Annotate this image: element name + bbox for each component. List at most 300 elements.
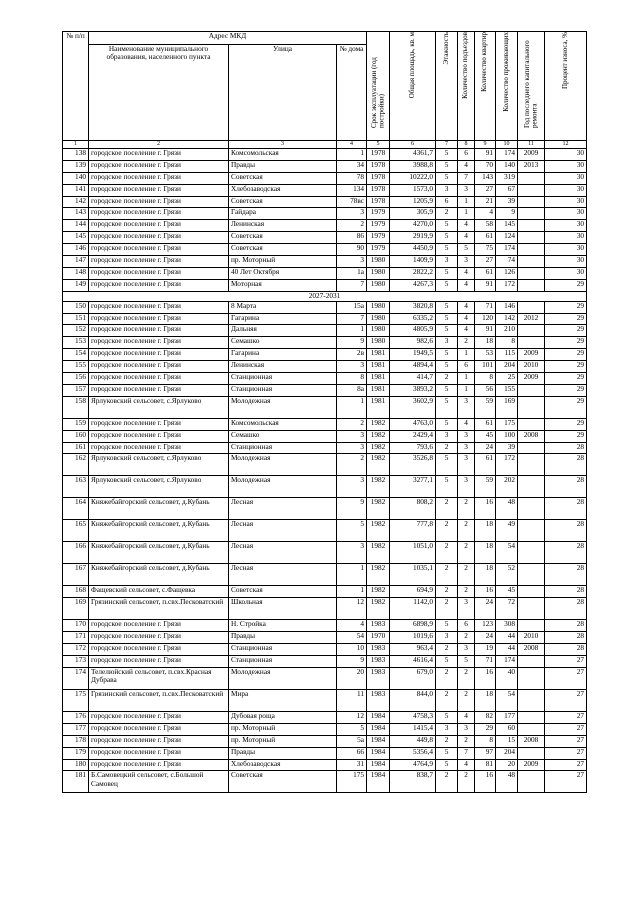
row-number: 160 bbox=[63, 430, 89, 442]
column-number: 12 bbox=[545, 141, 587, 149]
wear-cell: 28 bbox=[545, 542, 587, 564]
municipality-cell: городское поселение г. Грязи bbox=[89, 313, 229, 325]
housing-register-table bbox=[62, 31, 587, 793]
house-number-cell: 3 bbox=[337, 361, 367, 373]
floors-cell: 5 bbox=[436, 244, 458, 256]
house-number-cell: 78 bbox=[337, 172, 367, 184]
house-number-cell: 3 bbox=[337, 476, 367, 498]
street-cell: Станционная bbox=[229, 373, 337, 385]
street-cell: Ленинская bbox=[229, 361, 337, 373]
residents-cell: 54 bbox=[496, 689, 518, 711]
year-cell: 1983 bbox=[367, 644, 390, 656]
house-number-cell: 8 bbox=[337, 373, 367, 385]
row-number: 181 bbox=[63, 771, 89, 793]
table-row bbox=[63, 396, 587, 418]
table-row bbox=[63, 598, 587, 620]
last-repair-cell: 2009 bbox=[518, 759, 545, 771]
table-row bbox=[63, 735, 587, 747]
row-number: 154 bbox=[63, 349, 89, 361]
flats-cell: 27 bbox=[475, 256, 496, 268]
municipality-cell: городское поселение г. Грязи bbox=[89, 172, 229, 184]
row-number: 146 bbox=[63, 244, 89, 256]
year-cell: 1979 bbox=[367, 244, 390, 256]
floors-cell: 5 bbox=[436, 301, 458, 313]
floors-cell: 5 bbox=[436, 454, 458, 476]
flats-cell: 29 bbox=[475, 723, 496, 735]
column-number: 10 bbox=[496, 141, 518, 149]
row-number: 157 bbox=[63, 384, 89, 396]
house-number-cell: 34 bbox=[337, 160, 367, 172]
area-cell: 1051,0 bbox=[390, 542, 436, 564]
street-cell: Гагарина bbox=[229, 349, 337, 361]
flats-cell: 70 bbox=[475, 160, 496, 172]
street-cell: Молодежная bbox=[229, 396, 337, 418]
row-number: 155 bbox=[63, 361, 89, 373]
table-row bbox=[63, 279, 587, 291]
year-cell: 1982 bbox=[367, 498, 390, 520]
year-cell: 1984 bbox=[367, 711, 390, 723]
house-number-cell: 20 bbox=[337, 667, 367, 689]
flats-cell: 24 bbox=[475, 598, 496, 620]
year-cell: 1980 bbox=[367, 313, 390, 325]
residents-cell: 146 bbox=[496, 301, 518, 313]
row-number: 143 bbox=[63, 208, 89, 220]
municipality-cell: Фащевский сельсовет, с.Фащевка bbox=[89, 586, 229, 598]
flats-cell: 18 bbox=[475, 542, 496, 564]
flats-cell: 59 bbox=[475, 396, 496, 418]
area-cell: 4267,3 bbox=[390, 279, 436, 291]
house-number-cell: 7 bbox=[337, 279, 367, 291]
house-number-cell: 2 bbox=[337, 454, 367, 476]
entrances-cell: 3 bbox=[458, 396, 475, 418]
wear-cell: 30 bbox=[545, 149, 587, 161]
wear-cell: 30 bbox=[545, 160, 587, 172]
entrances-cell: 7 bbox=[458, 172, 475, 184]
row-number: 165 bbox=[63, 520, 89, 542]
floors-cell: 2 bbox=[436, 667, 458, 689]
entrances-cell: 3 bbox=[458, 442, 475, 454]
municipality-cell: городское поселение г. Грязи bbox=[89, 442, 229, 454]
flats-cell: 24 bbox=[475, 632, 496, 644]
street-cell: Семашко bbox=[229, 430, 337, 442]
house-number-cell: 3 bbox=[337, 208, 367, 220]
flats-cell: 59 bbox=[475, 476, 496, 498]
row-number: 148 bbox=[63, 267, 89, 279]
row-number: 168 bbox=[63, 586, 89, 598]
area-cell: 793,6 bbox=[390, 442, 436, 454]
area-cell: 3893,2 bbox=[390, 384, 436, 396]
floors-cell: 2 bbox=[436, 644, 458, 656]
register-sheet bbox=[62, 31, 586, 793]
street-cell: Станционная bbox=[229, 656, 337, 668]
floors-cell: 5 bbox=[436, 149, 458, 161]
year-cell: 1983 bbox=[367, 667, 390, 689]
floors-cell: 6 bbox=[436, 196, 458, 208]
municipality-cell: городское поселение г. Грязи bbox=[89, 208, 229, 220]
street-cell: Лесная bbox=[229, 520, 337, 542]
area-cell: 5356,4 bbox=[390, 747, 436, 759]
column-number: 11 bbox=[518, 141, 545, 149]
street-cell: Лесная bbox=[229, 564, 337, 586]
municipality-cell: Б.Самовецкий сельсовет, с.Большой Самовец bbox=[89, 771, 229, 793]
area-cell: 3820,8 bbox=[390, 301, 436, 313]
row-number: 174 bbox=[63, 667, 89, 689]
house-number-cell: 9 bbox=[337, 337, 367, 349]
row-number: 150 bbox=[63, 301, 89, 313]
floors-cell: 5 bbox=[436, 747, 458, 759]
table-row bbox=[63, 586, 587, 598]
entrances-cell: 3 bbox=[458, 430, 475, 442]
row-number: 173 bbox=[63, 656, 89, 668]
last-repair-cell bbox=[518, 384, 545, 396]
municipality-cell: городское поселение г. Грязи bbox=[89, 232, 229, 244]
floors-cell: 2 bbox=[436, 498, 458, 520]
row-number: 139 bbox=[63, 160, 89, 172]
year-cell: 1979 bbox=[367, 220, 390, 232]
row-number: 138 bbox=[63, 149, 89, 161]
floors-cell: 5 bbox=[436, 325, 458, 337]
row-number: 161 bbox=[63, 442, 89, 454]
entrances-cell: 6 bbox=[458, 620, 475, 632]
municipality-cell: городское поселение г. Грязи bbox=[89, 644, 229, 656]
table-row bbox=[63, 430, 587, 442]
last-repair-cell bbox=[518, 689, 545, 711]
municipality-cell: городское поселение г. Грязи bbox=[89, 656, 229, 668]
last-repair-cell: 2010 bbox=[518, 361, 545, 373]
table-row bbox=[63, 172, 587, 184]
header-entrances: Количество подъездов bbox=[458, 32, 475, 141]
house-number-cell: 31 bbox=[337, 759, 367, 771]
wear-cell: 29 bbox=[545, 313, 587, 325]
area-cell: 777,8 bbox=[390, 520, 436, 542]
flats-cell: 71 bbox=[475, 656, 496, 668]
house-number-cell: 1 bbox=[337, 564, 367, 586]
header-address-group: Адрес МКД bbox=[89, 32, 367, 45]
floors-cell: 2 bbox=[436, 520, 458, 542]
residents-cell: 204 bbox=[496, 747, 518, 759]
table-row bbox=[63, 542, 587, 564]
flats-cell: 21 bbox=[475, 196, 496, 208]
row-number: 163 bbox=[63, 476, 89, 498]
flats-cell: 91 bbox=[475, 325, 496, 337]
row-number: 142 bbox=[63, 196, 89, 208]
table-row bbox=[63, 418, 587, 430]
row-number: 147 bbox=[63, 256, 89, 268]
floors-cell: 2 bbox=[436, 598, 458, 620]
residents-cell: 15 bbox=[496, 735, 518, 747]
wear-cell: 28 bbox=[545, 586, 587, 598]
period-label: 2027-2031 bbox=[63, 291, 587, 301]
municipality-cell: Ярлуковский сельсовет, с.Ярлуково bbox=[89, 454, 229, 476]
entrances-cell: 3 bbox=[458, 476, 475, 498]
area-cell: 1205,9 bbox=[390, 196, 436, 208]
floors-cell: 5 bbox=[436, 711, 458, 723]
flats-cell: 45 bbox=[475, 430, 496, 442]
year-cell: 1980 bbox=[367, 337, 390, 349]
entrances-cell: 7 bbox=[458, 747, 475, 759]
residents-cell: 25 bbox=[496, 373, 518, 385]
municipality-cell: городское поселение г. Грязи bbox=[89, 256, 229, 268]
entrances-cell: 2 bbox=[458, 735, 475, 747]
street-cell: Моторная bbox=[229, 279, 337, 291]
last-repair-cell bbox=[518, 586, 545, 598]
house-number-cell: 1 bbox=[337, 586, 367, 598]
header-row-1 bbox=[63, 32, 587, 45]
municipality-cell: городское поселение г. Грязи bbox=[89, 184, 229, 196]
street-cell: Гайдара bbox=[229, 208, 337, 220]
municipality-cell: Телелюйский сельсовет, п.свх.Красная Дубрава bbox=[89, 667, 229, 689]
residents-cell: 124 bbox=[496, 232, 518, 244]
row-number: 151 bbox=[63, 313, 89, 325]
area-cell: 2429,4 bbox=[390, 430, 436, 442]
flats-cell: 82 bbox=[475, 711, 496, 723]
residents-cell: 174 bbox=[496, 149, 518, 161]
entrances-cell: 5 bbox=[458, 656, 475, 668]
flats-cell: 16 bbox=[475, 586, 496, 598]
residents-cell: 115 bbox=[496, 349, 518, 361]
wear-cell: 28 bbox=[545, 476, 587, 498]
residents-cell: 142 bbox=[496, 313, 518, 325]
table-row bbox=[63, 520, 587, 542]
area-cell: 4758,3 bbox=[390, 711, 436, 723]
wear-cell: 30 bbox=[545, 184, 587, 196]
table-row bbox=[63, 325, 587, 337]
floors-cell: 5 bbox=[436, 418, 458, 430]
last-repair-cell: 2010 bbox=[518, 632, 545, 644]
header-street: Улица bbox=[229, 45, 337, 141]
area-cell: 1415,4 bbox=[390, 723, 436, 735]
wear-cell: 27 bbox=[545, 667, 587, 689]
entrances-cell: 1 bbox=[458, 373, 475, 385]
table-row bbox=[63, 256, 587, 268]
floors-cell: 5 bbox=[436, 232, 458, 244]
residents-cell: 44 bbox=[496, 644, 518, 656]
house-number-cell: 12 bbox=[337, 598, 367, 620]
street-cell: Правды bbox=[229, 160, 337, 172]
municipality-cell: городское поселение г. Грязи bbox=[89, 384, 229, 396]
flats-cell: 75 bbox=[475, 244, 496, 256]
year-cell: 1984 bbox=[367, 759, 390, 771]
municipality-cell: Грязинский сельсовет, п.свх.Песковатский bbox=[89, 598, 229, 620]
floors-cell: 3 bbox=[436, 430, 458, 442]
year-cell: 1982 bbox=[367, 454, 390, 476]
residents-cell: 20 bbox=[496, 759, 518, 771]
house-number-cell: 9 bbox=[337, 656, 367, 668]
wear-cell: 30 bbox=[545, 220, 587, 232]
table-row bbox=[63, 349, 587, 361]
area-cell: 4616,4 bbox=[390, 656, 436, 668]
street-cell: Советская bbox=[229, 771, 337, 793]
floors-cell: 5 bbox=[436, 620, 458, 632]
floors-cell: 2 bbox=[436, 735, 458, 747]
area-cell: 1573,0 bbox=[390, 184, 436, 196]
table-row bbox=[63, 771, 587, 793]
entrances-cell: 5 bbox=[458, 244, 475, 256]
year-cell: 1982 bbox=[367, 598, 390, 620]
floors-cell: 5 bbox=[436, 396, 458, 418]
residents-cell: 126 bbox=[496, 267, 518, 279]
house-number-cell: 1 bbox=[337, 325, 367, 337]
row-number: 172 bbox=[63, 644, 89, 656]
street-cell: Молодежная bbox=[229, 454, 337, 476]
header-house: № дома bbox=[337, 45, 367, 141]
street-cell: Советская bbox=[229, 244, 337, 256]
wear-cell: 30 bbox=[545, 256, 587, 268]
street-cell: Ленинская bbox=[229, 220, 337, 232]
table-row bbox=[63, 667, 587, 689]
residents-cell: 44 bbox=[496, 632, 518, 644]
street-cell: пр. Моторный bbox=[229, 256, 337, 268]
municipality-cell: городское поселение г. Грязи bbox=[89, 620, 229, 632]
residents-cell: 52 bbox=[496, 564, 518, 586]
house-number-cell: 134 bbox=[337, 184, 367, 196]
wear-cell: 30 bbox=[545, 267, 587, 279]
wear-cell: 29 bbox=[545, 337, 587, 349]
area-cell: 982,6 bbox=[390, 337, 436, 349]
column-number: 2 bbox=[89, 141, 229, 149]
entrances-cell: 4 bbox=[458, 279, 475, 291]
row-number: 166 bbox=[63, 542, 89, 564]
area-cell: 963,4 bbox=[390, 644, 436, 656]
residents-cell: 72 bbox=[496, 598, 518, 620]
header-col-no: № п/п bbox=[63, 32, 89, 141]
year-cell: 1983 bbox=[367, 689, 390, 711]
entrances-cell: 2 bbox=[458, 337, 475, 349]
last-repair-cell bbox=[518, 301, 545, 313]
wear-cell: 27 bbox=[545, 747, 587, 759]
last-repair-cell: 2012 bbox=[518, 313, 545, 325]
entrances-cell: 2 bbox=[458, 771, 475, 793]
table-row bbox=[63, 196, 587, 208]
column-number: 8 bbox=[458, 141, 475, 149]
residents-cell: 39 bbox=[496, 196, 518, 208]
residents-cell: 319 bbox=[496, 172, 518, 184]
wear-cell: 27 bbox=[545, 735, 587, 747]
row-number: 156 bbox=[63, 373, 89, 385]
last-repair-cell bbox=[518, 564, 545, 586]
flats-cell: 18 bbox=[475, 520, 496, 542]
street-cell: Молодежная bbox=[229, 667, 337, 689]
table-row bbox=[63, 620, 587, 632]
house-number-cell: 2 bbox=[337, 220, 367, 232]
column-number: 7 bbox=[436, 141, 458, 149]
last-repair-cell bbox=[518, 771, 545, 793]
street-cell: Семашко bbox=[229, 337, 337, 349]
flats-cell: 16 bbox=[475, 667, 496, 689]
wear-cell: 28 bbox=[545, 632, 587, 644]
flats-cell: 101 bbox=[475, 361, 496, 373]
house-number-cell: 3 bbox=[337, 442, 367, 454]
municipality-cell: городское поселение г. Грязи bbox=[89, 759, 229, 771]
last-repair-cell bbox=[518, 196, 545, 208]
residents-cell: 177 bbox=[496, 711, 518, 723]
house-number-cell: 3 bbox=[337, 430, 367, 442]
period-row bbox=[63, 291, 587, 301]
year-cell: 1982 bbox=[367, 442, 390, 454]
table-row bbox=[63, 644, 587, 656]
year-cell: 1978 bbox=[367, 149, 390, 161]
table-row bbox=[63, 747, 587, 759]
area-cell: 694,9 bbox=[390, 586, 436, 598]
residents-cell: 169 bbox=[496, 396, 518, 418]
municipality-cell: Ярлуковский сельсовет, с.Ярлуково bbox=[89, 396, 229, 418]
last-repair-cell bbox=[518, 232, 545, 244]
house-number-cell: 4 bbox=[337, 620, 367, 632]
entrances-cell: 4 bbox=[458, 711, 475, 723]
entrances-cell: 4 bbox=[458, 418, 475, 430]
house-number-cell: 66 bbox=[337, 747, 367, 759]
year-cell: 1978 bbox=[367, 172, 390, 184]
residents-cell: 202 bbox=[496, 476, 518, 498]
entrances-cell: 4 bbox=[458, 232, 475, 244]
wear-cell: 29 bbox=[545, 373, 587, 385]
entrances-cell: 3 bbox=[458, 256, 475, 268]
header-last-repair: Год последнего капитального ремонта bbox=[518, 32, 545, 141]
table-row bbox=[63, 632, 587, 644]
municipality-cell: городское поселение г. Грязи bbox=[89, 196, 229, 208]
wear-cell: 28 bbox=[545, 644, 587, 656]
last-repair-cell bbox=[518, 184, 545, 196]
last-repair-cell: 2008 bbox=[518, 735, 545, 747]
floors-cell: 5 bbox=[436, 656, 458, 668]
row-number: 144 bbox=[63, 220, 89, 232]
last-repair-cell bbox=[518, 711, 545, 723]
floors-cell: 5 bbox=[436, 267, 458, 279]
flats-cell: 97 bbox=[475, 747, 496, 759]
flats-cell: 81 bbox=[475, 759, 496, 771]
table-row bbox=[63, 384, 587, 396]
municipality-cell: Ярлуковский сельсовет, с.Ярлуково bbox=[89, 476, 229, 498]
area-cell: 6898,9 bbox=[390, 620, 436, 632]
last-repair-cell bbox=[518, 747, 545, 759]
last-repair-cell bbox=[518, 208, 545, 220]
row-number: 158 bbox=[63, 396, 89, 418]
area-cell: 4763,0 bbox=[390, 418, 436, 430]
year-cell: 1981 bbox=[367, 361, 390, 373]
entrances-cell: 1 bbox=[458, 384, 475, 396]
table-row bbox=[63, 689, 587, 711]
wear-cell: 27 bbox=[545, 689, 587, 711]
residents-cell: 204 bbox=[496, 361, 518, 373]
flats-cell: 8 bbox=[475, 373, 496, 385]
entrances-cell: 1 bbox=[458, 208, 475, 220]
floors-cell: 5 bbox=[436, 384, 458, 396]
house-number-cell: 54 bbox=[337, 632, 367, 644]
table-row bbox=[63, 313, 587, 325]
last-repair-cell bbox=[518, 256, 545, 268]
floors-cell: 2 bbox=[436, 208, 458, 220]
rows-before-period bbox=[63, 149, 587, 292]
street-cell: Дубовая роща bbox=[229, 711, 337, 723]
column-number: 4 bbox=[337, 141, 367, 149]
residents-cell: 54 bbox=[496, 542, 518, 564]
floors-cell: 2 bbox=[436, 771, 458, 793]
municipality-cell: городское поселение г. Грязи bbox=[89, 361, 229, 373]
floors-cell: 5 bbox=[436, 172, 458, 184]
municipality-cell: городское поселение г. Грязи bbox=[89, 430, 229, 442]
area-cell: 3988,8 bbox=[390, 160, 436, 172]
area-cell: 1035,1 bbox=[390, 564, 436, 586]
header-municipality: Наименование муниципального образования, населенного пункта bbox=[89, 45, 229, 141]
year-cell: 1980 bbox=[367, 301, 390, 313]
street-cell: Советская bbox=[229, 232, 337, 244]
row-number: 170 bbox=[63, 620, 89, 632]
wear-cell: 29 bbox=[545, 361, 587, 373]
table-row bbox=[63, 564, 587, 586]
area-cell: 6335,2 bbox=[390, 313, 436, 325]
area-cell: 1409,9 bbox=[390, 256, 436, 268]
municipality-cell: Грязинский сельсовет, п.свх.Песковатский bbox=[89, 689, 229, 711]
